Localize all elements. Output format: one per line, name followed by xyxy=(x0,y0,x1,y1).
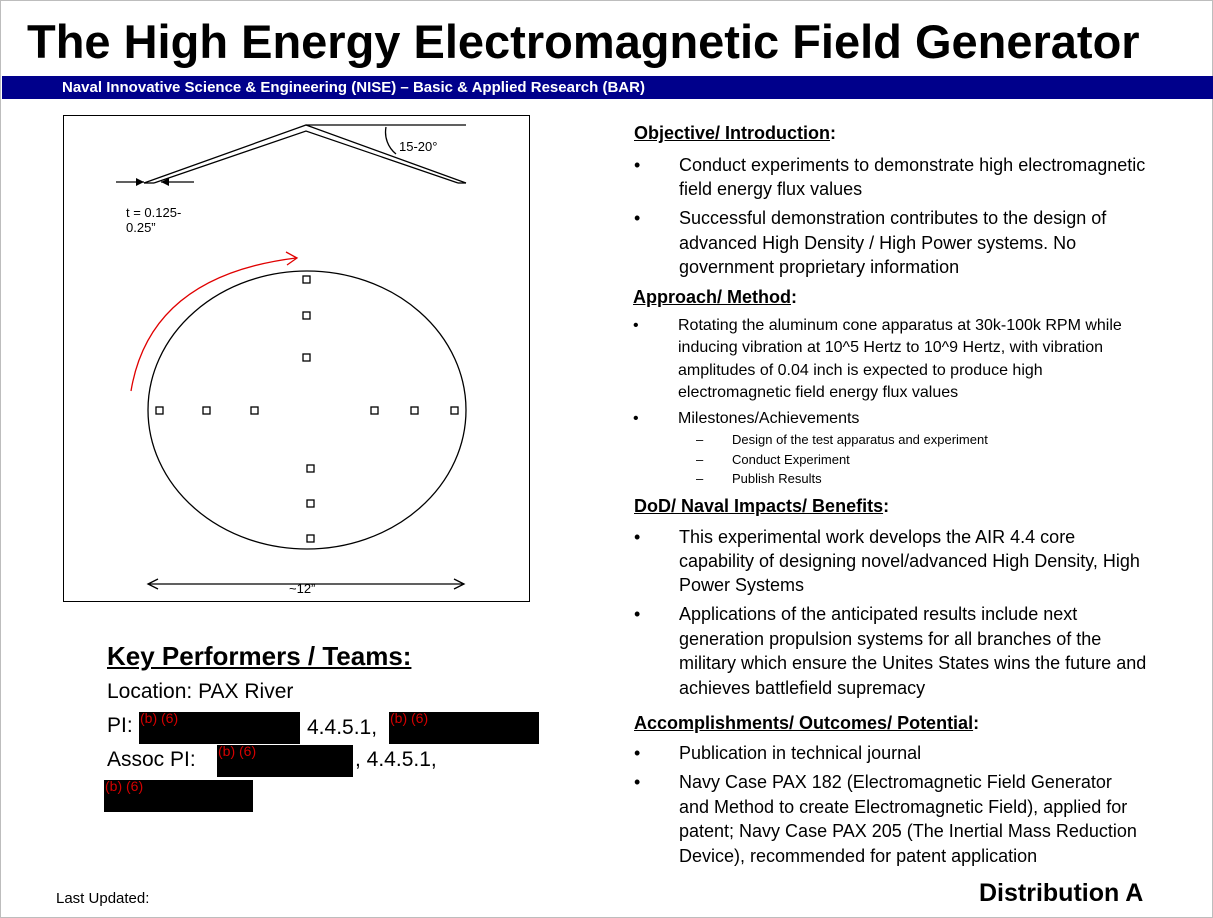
accomplishments-heading: Accomplishments/ Outcomes/ Potential: xyxy=(634,713,980,733)
angle-arc xyxy=(386,127,396,154)
sensor-square xyxy=(156,407,163,414)
approach-heading: Approach/ Method: xyxy=(633,287,797,307)
assoc-pi-code: , 4.4.5.1, xyxy=(355,748,437,771)
redaction-box xyxy=(104,780,253,812)
sensor-square xyxy=(203,407,210,414)
thickness-arrowhead-left xyxy=(136,178,144,186)
page-title: The High Energy Electromagnetic Field Generator xyxy=(27,15,1140,68)
redaction-tag: (b) (6) xyxy=(105,778,144,794)
redaction-box xyxy=(389,712,539,744)
pi-label: PI: xyxy=(107,714,133,737)
impacts-heading: DoD/ Naval Impacts/ Benefits: xyxy=(634,496,890,516)
thickness-label-line1: t = 0.125- xyxy=(126,205,182,220)
diameter-label: ~12” xyxy=(289,581,316,596)
angle-label: 15-20° xyxy=(399,139,438,154)
sensor-square xyxy=(307,500,314,507)
distribution-statement: Distribution A xyxy=(979,879,1144,907)
sensor-square xyxy=(303,276,310,283)
cone-outer-edge xyxy=(144,125,466,183)
sensor-square xyxy=(303,312,310,319)
redaction-tag: (b) (6) xyxy=(390,710,429,726)
sensor-square xyxy=(303,354,310,361)
apparatus-diagram xyxy=(63,115,530,602)
last-updated-label: Last Updated: xyxy=(56,890,150,907)
banner-text: Naval Innovative Science & Engineering (NISE) – Basic & Applied Research (BAR) xyxy=(62,79,645,96)
pi-code: 4.4.5.1, xyxy=(307,716,378,739)
sensor-square xyxy=(451,407,458,414)
location-line: Location: PAX River xyxy=(107,680,294,703)
sensor-square xyxy=(307,465,314,472)
rotation-arrow xyxy=(131,258,296,391)
diagram-drawing xyxy=(64,116,530,602)
sensor-square xyxy=(371,407,378,414)
sensor-square xyxy=(307,535,314,542)
program-banner xyxy=(2,76,1213,99)
redaction-tag: (b) (6) xyxy=(218,743,257,759)
redaction-box xyxy=(139,712,300,744)
objective-heading: Objective/ Introduction: xyxy=(634,123,837,143)
key-performers-heading: Key Performers / Teams: xyxy=(107,641,412,671)
redaction-tag: (b) (6) xyxy=(140,710,179,726)
redaction-box xyxy=(217,745,353,777)
thickness-label-line2: 0.25” xyxy=(126,220,156,235)
sensor-square xyxy=(411,407,418,414)
sensor-square xyxy=(251,407,258,414)
assoc-pi-label: Assoc PI: xyxy=(107,748,196,771)
